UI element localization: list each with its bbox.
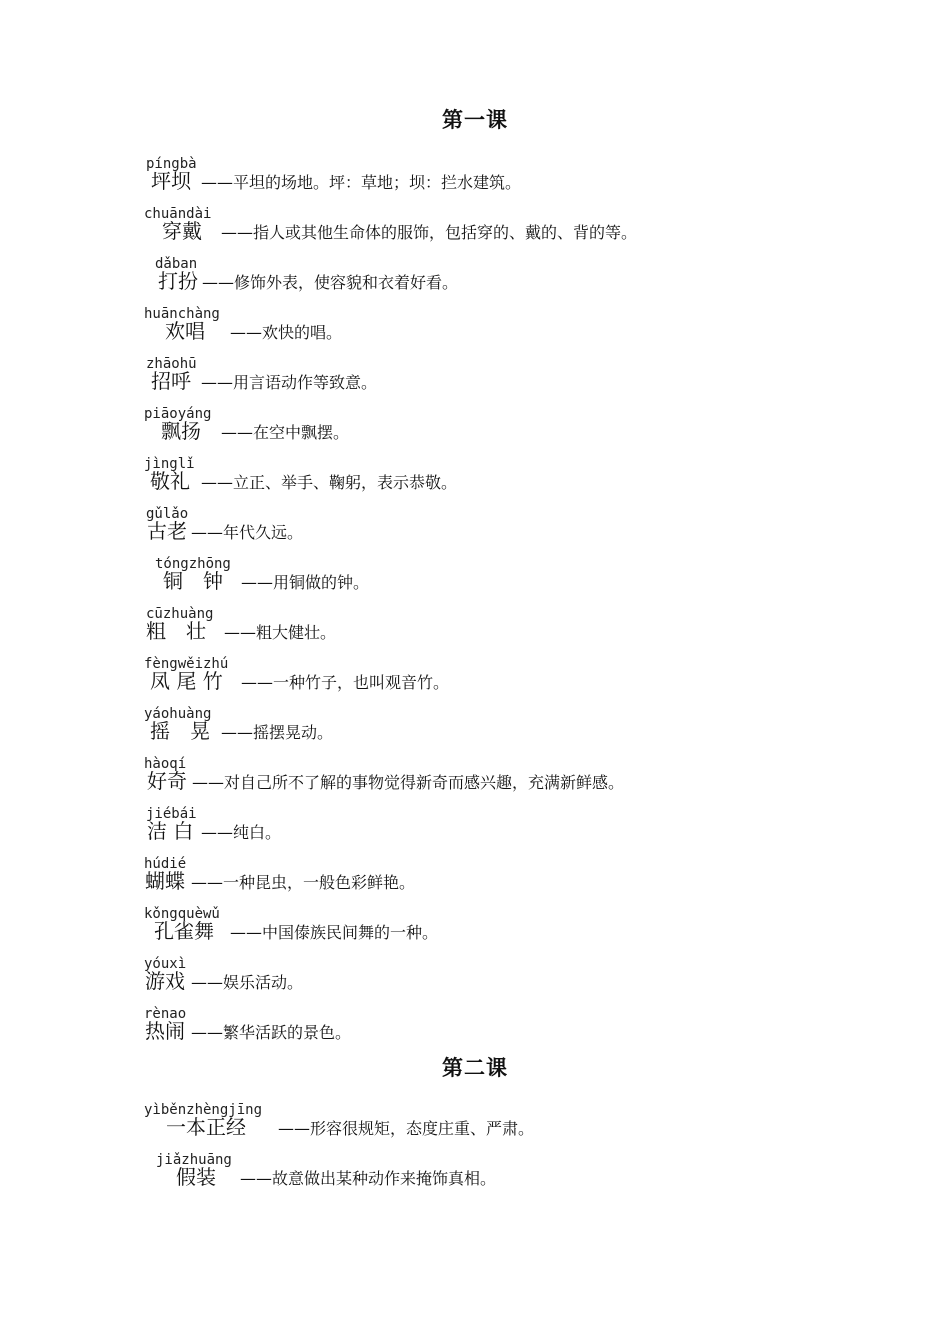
vocab-entry	[0, 206, 950, 256]
vocab-word: 敬礼	[150, 469, 190, 493]
vocab-definition: ——欢快的唱。	[230, 323, 343, 342]
vocab-entry	[0, 556, 950, 606]
vocab-definition: ——平坦的场地。坪：草地；坝：拦水建筑。	[201, 173, 522, 192]
vocab-word: 假装	[176, 1165, 216, 1189]
vocab-definition: ——纯白。	[201, 823, 282, 842]
vocab-definition: ——修饰外表，使容貌和衣着好看。	[202, 273, 459, 292]
vocab-word: 游戏	[145, 969, 185, 993]
lesson-title: 第一课	[442, 108, 508, 132]
pinyin-annotation: rènao	[144, 1006, 187, 1022]
vocab-entry	[0, 806, 950, 856]
vocab-definition: ——摇摆晃动。	[221, 723, 334, 742]
vocab-word: 欢唱	[165, 319, 205, 343]
vocab-entry	[0, 656, 950, 706]
vocab-entry	[0, 906, 950, 956]
vocab-word: 打扮	[158, 269, 198, 293]
vocab-entry	[0, 1006, 950, 1056]
vocab-entry	[0, 256, 950, 306]
vocab-definition: ——用言语动作等致意。	[201, 373, 378, 392]
vocab-entry	[0, 506, 950, 556]
pinyin-annotation: jiǎzhuāng	[156, 1152, 232, 1168]
pinyin-annotation: zhāohū	[146, 356, 197, 372]
vocab-word: 铜 钟	[163, 569, 223, 593]
vocab-definition: ——一种昆虫，一般色彩鲜艳。	[191, 873, 416, 892]
vocab-word: 热闹	[145, 1019, 185, 1043]
vocab-word: 蝴蝶	[145, 869, 185, 893]
vocab-word: 坪坝	[151, 169, 191, 193]
vocab-entry	[0, 706, 950, 756]
vocab-definition: ——粗大健壮。	[224, 623, 337, 642]
vocab-definition: ——故意做出某种动作来掩饰真相。	[240, 1169, 497, 1188]
vocab-word: 飘扬	[161, 419, 201, 443]
pinyin-annotation: yáohuàng	[144, 706, 212, 722]
pinyin-annotation: jiébái	[146, 806, 197, 822]
vocab-entry	[0, 156, 950, 206]
vocab-definition: ——对自己所不了解的事物觉得新奇而感兴趣，充满新鲜感。	[192, 773, 625, 792]
pinyin-annotation: hàoqí	[144, 756, 187, 772]
pinyin-annotation: yóuxì	[144, 956, 187, 972]
pinyin-annotation: píngbà	[146, 156, 197, 172]
pinyin-annotation: fèngwěizhú	[144, 656, 229, 672]
vocab-entry	[0, 756, 950, 806]
vocab-definition: ——指人或其他生命体的服饰，包括穿的、戴的、背的等。	[221, 223, 638, 242]
vocab-entry	[0, 956, 950, 1006]
vocab-definition: ——立正、举手、鞠躬，表示恭敬。	[201, 473, 458, 492]
vocab-definition: ——形容很规矩，态度庄重、严肃。	[278, 1119, 535, 1138]
vocab-word: 粗 壮	[146, 619, 206, 643]
vocab-word: 穿戴	[162, 219, 202, 243]
vocab-definition: ——年代久远。	[191, 523, 304, 542]
vocab-definition: ——中国傣族民间舞的一种。	[230, 923, 439, 942]
vocab-entry	[0, 306, 950, 356]
vocab-entry	[0, 406, 950, 456]
vocab-definition: ——娱乐活动。	[191, 973, 304, 992]
vocab-entry	[0, 856, 950, 906]
vocab-word: 一本正经	[166, 1115, 246, 1139]
lesson-title: 第二课	[442, 1056, 508, 1080]
pinyin-annotation: kǒngquèwǔ	[144, 906, 220, 922]
vocab-entry	[0, 1102, 950, 1152]
pinyin-annotation: gǔlǎo	[146, 506, 189, 522]
vocab-entry	[0, 1152, 950, 1202]
pinyin-annotation: tóngzhōng	[155, 556, 231, 572]
pinyin-annotation: dǎban	[155, 256, 198, 272]
vocab-word: 摇 晃	[150, 719, 210, 743]
vocab-word: 古老	[147, 519, 187, 543]
vocab-entry	[0, 606, 950, 656]
pinyin-annotation: huānchàng	[144, 306, 220, 322]
vocab-entry	[0, 356, 950, 406]
vocab-entry	[0, 456, 950, 506]
pinyin-annotation: húdié	[144, 856, 187, 872]
vocab-word: 洁 白	[147, 819, 194, 843]
vocab-definition: ——一种竹子，也叫观音竹。	[241, 673, 450, 692]
vocab-definition: ——繁华活跃的景色。	[191, 1023, 352, 1042]
vocab-word: 好奇	[147, 769, 187, 793]
vocab-word: 孔雀舞	[154, 919, 214, 943]
vocab-word: 招呼	[151, 369, 191, 393]
pinyin-annotation: piāoyáng	[144, 406, 212, 422]
pinyin-annotation: jìnglǐ	[144, 456, 195, 472]
pinyin-annotation: yìběnzhèngjīng	[144, 1102, 263, 1118]
pinyin-annotation: cūzhuàng	[146, 606, 214, 622]
vocab-definition: ——用铜做的钟。	[241, 573, 370, 592]
vocab-word: 凤 尾 竹	[150, 669, 223, 693]
vocab-definition: ——在空中飘摆。	[221, 423, 350, 442]
pinyin-annotation: chuāndài	[144, 206, 212, 222]
